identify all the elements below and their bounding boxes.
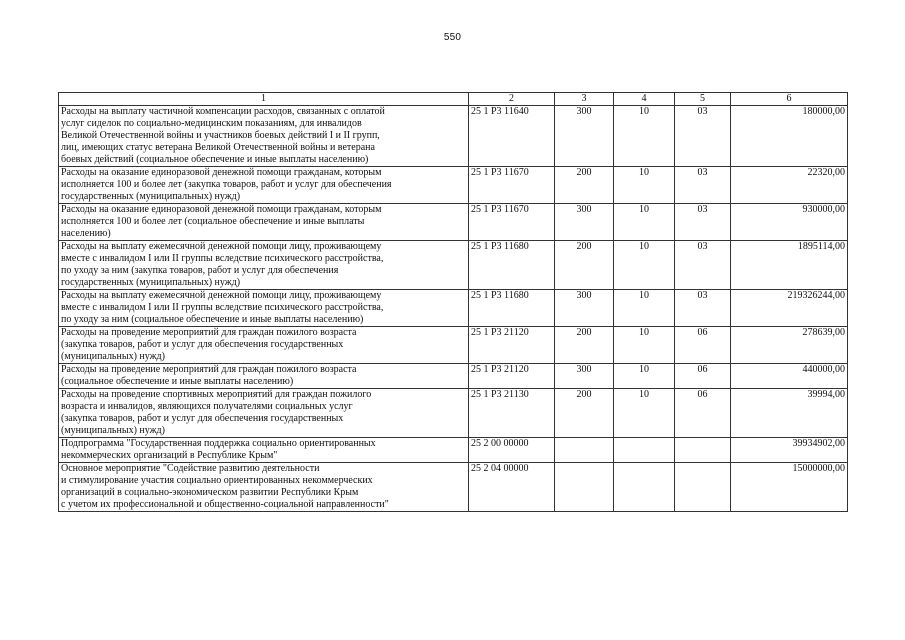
row-section: 10: [614, 389, 675, 438]
row-subsection: 03: [675, 204, 731, 241]
row-description: Расходы на выплату ежемесячной денежной помощи лицу, проживающему вместе с инвалидом I или II группы вследствие психического расстройства, по уходу за ним (закупка товаров, работ и услуг для обеспечения государственных (муниципальных) нужд): [59, 241, 469, 290]
row-subsection: 03: [675, 167, 731, 204]
row-amount: 15000000,00: [731, 463, 848, 512]
row-code: 25 1 Р3 21120: [469, 364, 555, 389]
table-row: [59, 463, 848, 512]
row-expense-type: 300: [555, 290, 614, 327]
table-row: [59, 438, 848, 463]
row-expense-type: [555, 463, 614, 512]
row-subsection: 03: [675, 241, 731, 290]
column-header-section: 4: [614, 93, 675, 106]
row-section: 10: [614, 364, 675, 389]
row-section: 10: [614, 106, 675, 167]
row-subsection: [675, 438, 731, 463]
header-row: [59, 93, 848, 106]
row-amount: 180000,00: [731, 106, 848, 167]
table-row: [59, 106, 848, 167]
row-section: 10: [614, 204, 675, 241]
row-expense-type: 200: [555, 389, 614, 438]
column-header-code: 2: [469, 93, 555, 106]
row-code: 25 1 Р3 21120: [469, 327, 555, 364]
row-expense-type: 300: [555, 364, 614, 389]
table-row: [59, 241, 848, 290]
row-section: 10: [614, 327, 675, 364]
row-expense-type: 300: [555, 106, 614, 167]
row-expense-type: 300: [555, 204, 614, 241]
row-code: 25 1 Р3 21130: [469, 389, 555, 438]
row-description: Расходы на оказание единоразовой денежной помощи гражданам, которым исполняется 100 и более лет (социальное обеспечение и иные выплаты населению): [59, 204, 469, 241]
row-amount: 1895114,00: [731, 241, 848, 290]
row-expense-type: 200: [555, 327, 614, 364]
row-amount: 39994,00: [731, 389, 848, 438]
table-row: [59, 167, 848, 204]
row-expense-type: [555, 438, 614, 463]
row-subsection: 06: [675, 389, 731, 438]
row-subsection: 03: [675, 290, 731, 327]
table-row: [59, 364, 848, 389]
table-row: [59, 204, 848, 241]
row-expense-type: 200: [555, 167, 614, 204]
row-code: 25 2 00 00000: [469, 438, 555, 463]
row-description: Расходы на проведение мероприятий для граждан пожилого возраста (социальное обеспечение и иные выплаты населению): [59, 364, 469, 389]
table-row: [59, 389, 848, 438]
row-section: 10: [614, 241, 675, 290]
row-section: [614, 463, 675, 512]
column-header-expense-type: 3: [555, 93, 614, 106]
row-code: 25 2 04 00000: [469, 463, 555, 512]
row-code: 25 1 Р3 11680: [469, 290, 555, 327]
table-row: [59, 290, 848, 327]
row-amount: 219326244,00: [731, 290, 848, 327]
row-subsection: 03: [675, 106, 731, 167]
table-row: [59, 327, 848, 364]
row-code: 25 1 Р3 11670: [469, 167, 555, 204]
column-header-description: 1: [59, 93, 469, 106]
row-code: 25 1 Р3 11640: [469, 106, 555, 167]
row-description: Основное мероприятие "Содействие развитию деятельности и стимулирование участия социально ориентированных некоммерческих организаций в социально-экономическом развитии Республики Крым с учетом их профессиональной и общественно-социальной направленности": [59, 463, 469, 512]
row-amount: 278639,00: [731, 327, 848, 364]
column-header-subsection: 5: [675, 93, 731, 106]
row-description: Расходы на проведение мероприятий для граждан пожилого возраста (закупка товаров, работ и услуг для обеспечения государственных (муниципальных) нужд): [59, 327, 469, 364]
row-section: [614, 438, 675, 463]
row-amount: 930000,00: [731, 204, 848, 241]
row-code: 25 1 Р3 11680: [469, 241, 555, 290]
row-section: 10: [614, 290, 675, 327]
page-number: 550: [443, 32, 462, 43]
row-description: Расходы на проведение спортивных мероприятий для граждан пожилого возраста и инвалидов, являющихся получателями социальных услуг (закупка товаров, работ и услуг для обеспечения государственных (муниципальных) нужд): [59, 389, 469, 438]
row-code: 25 1 Р3 11670: [469, 204, 555, 241]
row-description: Расходы на выплату ежемесячной денежной помощи лицу, проживающему вместе с инвалидом I или II группы вследствие психического расстройства, по уходу за ним (социальное обеспечение и иные выплаты населению): [59, 290, 469, 327]
row-description: Расходы на выплату частичной компенсации расходов, связанных с оплатой услуг сиделок по социально-медицинским показаниям, для инвалидов Великой Отечественной войны и участников боевых действий I и II групп, лиц, имеющих статус ветерана Великой Отечественной войны и ветерана боевых действий (социальное обеспечение и иные выплаты населению): [59, 106, 469, 167]
row-amount: 22320,00: [731, 167, 848, 204]
row-expense-type: 200: [555, 241, 614, 290]
row-subsection: [675, 463, 731, 512]
row-subsection: 06: [675, 327, 731, 364]
row-amount: 440000,00: [731, 364, 848, 389]
row-section: 10: [614, 167, 675, 204]
row-description: Подпрограмма "Государственная поддержка социально ориентированных некоммерческих организаций в Республике Крым": [59, 438, 469, 463]
budget-table: [58, 92, 848, 512]
row-subsection: 06: [675, 364, 731, 389]
row-amount: 39934902,00: [731, 438, 848, 463]
row-description: Расходы на оказание единоразовой денежной помощи гражданам, которым исполняется 100 и более лет (закупка товаров, работ и услуг для обеспечения государственных (муниципальных) нужд): [59, 167, 469, 204]
column-header-amount: 6: [731, 93, 848, 106]
